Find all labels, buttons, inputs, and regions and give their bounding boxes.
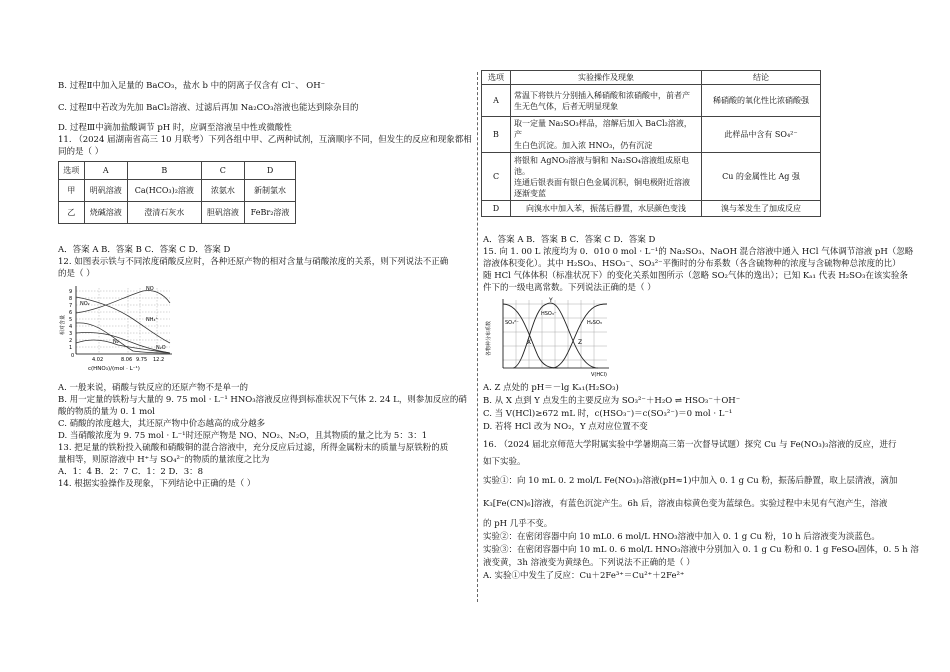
q12-option-a: A. 一般来说，硝酸与铁反应的还原产物不是单一的 (58, 383, 249, 393)
table-cell: 浓氨水 (201, 180, 244, 202)
table-cell: 甲 (59, 180, 85, 202)
q12-option-d: D. 当硝酸浓度为 9. 75 mol · L⁻¹时还原产物是 NO、NO₂、N₂O，且其物质的量之比为 5：3：1 (58, 431, 428, 441)
q11-answers: A．答案 A B．答案 B C．答案 C D．答案 D (58, 245, 231, 255)
q14-table (481, 70, 821, 217)
cell-line: 连通后银表面有银白色金属沉积，铜电极附近溶液 (514, 177, 690, 187)
table-cell: D (482, 201, 511, 217)
table-cell: Cu 的金属性比 Ag 强 (702, 153, 821, 201)
q13-stem: 13. 把足量的铁粉投入硫酸和硝酸铜的混合溶液中，充分反应后过滤，所得金属粉末的质量与原铁粉的质 (58, 443, 449, 453)
q12-option-b: B. 用一定量的铁粉与大量的 9. 75 mol · L⁻¹ HNO₃溶液反应得到标准状况下气体 2. 24 L，则参加反应的硝 (58, 395, 467, 405)
x-tick: 4.02 (92, 357, 104, 363)
q16-stem: 16. （2024 届北京师范大学附属实验中学暑期高三第一次督导试题）探究 Cu 与 Fe(NO₃)₃溶液的反应，进行 (483, 440, 897, 450)
cell-line: 逐渐变蓝 (514, 188, 546, 198)
x-tick: 9.75 (136, 357, 148, 363)
q16-experiment-3: 实验③：在密闭容器中向 10 mL 0. 6 mol/L HNO₃溶液中分别加入 0. 1 g Cu 粉和 0. 1 g FeSO₄固体，0. 5 h 溶 (483, 545, 919, 555)
table-cell (511, 85, 702, 117)
cell-line: 常温下将铁片分别插入稀硝酸和浓硝酸中，前者产 (514, 90, 690, 100)
y-label: 相对含量 (60, 314, 66, 335)
series-label: H₂SO₃ (587, 320, 602, 326)
q16-stem-cont: 如下实验。 (483, 457, 526, 467)
x-tick: 8.06 (121, 357, 133, 363)
y-label: 各物种分布系数 (486, 320, 492, 356)
table-cell: B (482, 117, 511, 153)
q11-table (58, 161, 296, 224)
table-cell: 澄清石灰水 (127, 202, 201, 224)
q16-experiment-2: 实验②：在密闭容器中向 10 mL0. 6 mol/L HNO₃溶液中加入 0. 1 g Cu 粉，10 h 后溶液变为淡蓝色。 (483, 532, 880, 542)
y-tick: 7 (69, 303, 73, 309)
series-label: SO₃²⁻ (505, 320, 519, 326)
series-label: NO (146, 286, 154, 292)
y-tick: 8 (69, 296, 73, 302)
cell-line: 向溴水中加入苯，振荡后静置，水层颜色变浅 (526, 204, 686, 213)
x-label: c(HNO₃)/(mol · L⁻¹) (88, 366, 140, 372)
x-label: V(HCl) (591, 372, 607, 378)
y-tick: 1 (69, 345, 73, 351)
series-label: NH₄⁺ (146, 317, 159, 323)
q11-stem: 11. （2024 届湖南省高三 10 月联考）下列各组中甲、乙两种试剂，互滴顺序不同，但发生的反应和现象都相 (58, 135, 472, 145)
x-tick: 12.2 (153, 357, 165, 363)
q15-option-c: C. 当 V(HCl)≥672 mL 时，c(HSO₃⁻)＝c(SO₃²⁻)＝0 mol · L⁻¹ (483, 409, 733, 419)
q12-option-b-cont: 酸的物质的量为 0. 1 mol (58, 407, 156, 417)
table-cell (511, 201, 702, 217)
table-header: D (245, 162, 296, 180)
table-cell: 烧碱溶液 (84, 202, 127, 224)
table-header: 实验操作及现象 (511, 71, 702, 85)
series-label: N₂ (113, 339, 119, 345)
y-tick: 4 (69, 324, 73, 330)
table-header: C (201, 162, 244, 180)
q10-option-d: D. 过程Ⅲ中滴加盐酸调节 pH 时，应调至溶液呈中性或微酸性 (58, 123, 292, 133)
series-label: HSO₃⁻ (541, 311, 557, 317)
table-cell (511, 153, 702, 201)
cell-line: 将银和 AgNO₃溶液与铜和 Na₂SO₄溶液组成原电池。 (514, 155, 689, 176)
y-tick: 9 (69, 289, 73, 295)
q11-stem-cont: 同的是（ ） (58, 147, 104, 157)
q16-experiment-1: 实验①：向 10 mL 0. 2 mol/L Fe(NO₃)₃溶液(pH≈1)中加入 0. 1 g Cu 粉，振荡后静置，取上层清液，滴加 (483, 476, 898, 486)
table-cell: 新制氯水 (245, 180, 296, 202)
q16-experiment-1-cont: 的 pH 几乎不变。 (483, 519, 553, 529)
cell-line: 生白色沉淀。加入浓 HNO₃，仍有沉淀 (514, 141, 653, 150)
q12-option-c: C. 硝酸的浓度越大，其还原产物中价态越高的成分越多 (58, 419, 266, 429)
table-cell: 稀硝酸的氧化性比浓硝酸强 (702, 85, 821, 117)
q15-chart (483, 296, 613, 378)
y-tick: 5 (69, 317, 73, 323)
y-tick: 0 (71, 353, 75, 359)
q15-stem-cont: 随 HCl 气体体积（标准状况下）的变化关系如图所示（忽略 SO₂气体的逸出）；已知 Kₐ₁ 代表 H₂SO₃在该实验条 (483, 271, 908, 281)
q14-stem: 14. 根据实验操作及现象，下列结论中正确的是（ ） (58, 479, 256, 489)
table-cell (511, 117, 702, 153)
column-divider (477, 72, 478, 602)
q16-experiment-1-cont: K₃[Fe(CN)₆]溶液，有蓝色沉淀产生。6h 后，溶液由棕黄色变为蓝绿色。实验过程中未见有气泡产生，溶液 (483, 499, 888, 509)
q14-answers: A．答案 A B．答案 B C．答案 C D．答案 D (483, 235, 656, 245)
q15-option-d: D. 若将 HCl 改为 NO₂，Y 点对应位置不变 (483, 422, 648, 432)
q15-option-b: B. 从 X 点到 Y 点发生的主要反应为 SO₃²⁻＋H₂O ⇌ HSO₃⁻＋OH⁻ (483, 396, 741, 406)
q15-stem-cont: 溶液体积变化）。其中 H₂SO₃、HSO₃⁻、SO₃²⁻平衡时的分布系数（各含硫物种的浓度与含硫物种总浓度的比） (483, 259, 901, 269)
point-label: Y (549, 297, 553, 304)
cell-line: 生无色气体，后者无明显现象 (514, 101, 618, 111)
y-tick: 2 (69, 338, 73, 344)
table-cell: 此样品中含有 SO₄²⁻ (702, 117, 821, 153)
q15-stem: 15. 向 1. 00 L 浓度均为 0．010 0 mol · L⁻¹的 Na₂SO₃、NaOH 混合溶液中通入 HCl 气体调节溶液 pH（忽略 (483, 247, 914, 257)
y-tick: 6 (69, 310, 73, 316)
q10-option-c: C. 过程Ⅱ中若改为先加 BaCl₂溶液、过滤后再加 Na₂CO₃溶液也能达到除杂目的 (58, 103, 359, 113)
series-label: NO₂ (80, 301, 90, 307)
y-tick: 3 (69, 331, 73, 337)
table-cell: Ca(HCO₃)₂溶液 (127, 180, 201, 202)
q16-option-a: A. 实验①中发生了反应：Cu＋2Fe³⁺＝Cu²⁺＋2Fe²⁺ (483, 571, 685, 581)
q16-experiment-3-cont: 液变黄，3h 溶液变为黄绿色。下列说法不正确的是（ ） (483, 558, 695, 568)
table-cell: A (482, 85, 511, 117)
table-cell: 明矾溶液 (84, 180, 127, 202)
q12-stem: 12. 如图表示铁与不同浓度硝酸反应时，各种还原产物的相对含量与硝酸浓度的关系，则下列说法不正确 (58, 257, 449, 267)
series-label: N₂O (156, 345, 166, 351)
q12-chart (58, 283, 176, 373)
q10-option-b: B. 过程Ⅱ中加入足量的 BaCO₃，盐水 b 中的阴离子仅含有 Cl⁻、 OH⁻ (58, 81, 326, 91)
table-header: 选项 (482, 71, 511, 85)
q13-answers: A．1：4 B．2：7 C．1：2 D．3：8 (58, 467, 204, 477)
table-cell: C (482, 153, 511, 201)
table-header: 选项 (59, 162, 85, 180)
q15-stem-cont: 件下的一级电离常数。下列说法正确的是（ ） (483, 283, 656, 293)
curve-no (76, 291, 170, 314)
table-cell: FeBr₂溶液 (245, 202, 296, 224)
table-header: A (84, 162, 127, 180)
table-cell: 胆矾溶液 (201, 202, 244, 224)
q15-option-a: A. Z 点处的 pH＝－lg Kₐ₁(H₂SO₃) (483, 383, 619, 393)
table-cell: 乙 (59, 202, 85, 224)
table-header: 结论 (702, 71, 821, 85)
point-label: X (527, 339, 532, 346)
point-label: Z (578, 339, 583, 346)
q13-stem-cont: 量相等，则原溶液中 H⁺与 SO₄²⁻的物质的量浓度之比为 (58, 455, 270, 465)
table-cell: 溴与苯发生了加成反应 (702, 201, 821, 217)
table-header: B (127, 162, 201, 180)
cell-line: 取一定量 Na₂SO₃样品，溶解后加入 BaCl₂溶液，产 (514, 119, 692, 139)
q12-stem-cont: 的是（ ） (58, 269, 95, 279)
